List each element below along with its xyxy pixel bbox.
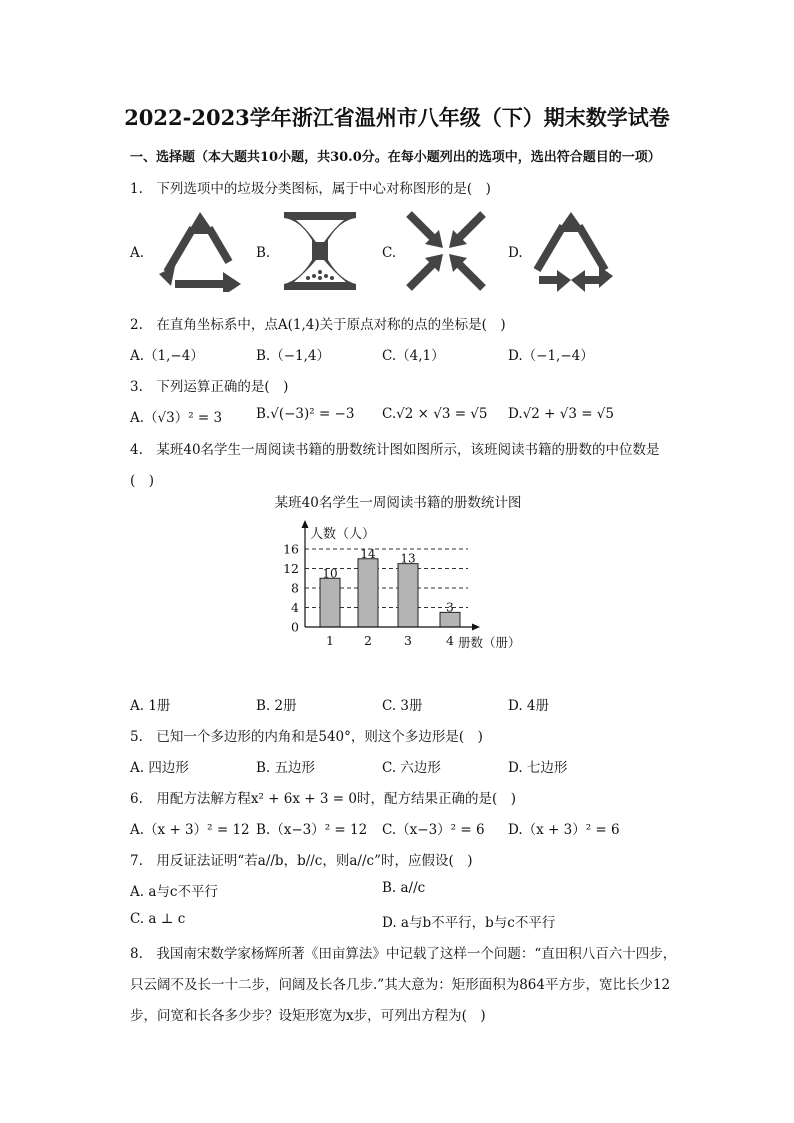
bar [440,612,460,627]
q3-option-a: A.（√3）² = 3 [130,410,223,426]
question-6-stem: 6. 用配方法解方程x² + 6x + 3 = 0时，配方结果正确的是( ) [130,791,517,807]
question-8-line-2: 只云阔不及长一十二步，问阔及长各几步.”其大意为：矩形面积为864平方步，宽比长少12 [130,977,671,993]
y-axis-arrow [302,520,309,528]
q5-option-d: D. 七边形 [508,760,568,776]
x-axis-label: 册数（册） [458,635,521,650]
question-3-stem: 3. 下列运算正确的是( ) [130,379,289,395]
q7-option-d: D. a与b不平行，b与c不平行 [382,915,556,931]
q6-option-a: A.（x + 3）² = 12 [130,822,250,838]
q7-option-a: A. a与c不平行 [130,884,218,900]
q2-option-c: C.（4,1） [382,348,445,364]
data-label: 14 [360,546,376,561]
q6-option-c: C.（x−3）² = 6 [382,822,485,838]
q6-option-d: D.（x + 3）² = 6 [508,822,620,838]
x-tick-label: 2 [364,633,372,648]
page-title: 2022-2023学年浙江省温州市八年级（下）期末数学试卷 [124,105,670,130]
q1-option-a-label: A. [130,245,145,261]
bar-chart [260,488,550,658]
x-tick-label: 4 [446,633,454,648]
q3-option-b: B.√(−3)² = −3 [256,406,355,422]
question-4-stem-paren: ( ) [130,473,155,489]
bar [320,578,340,627]
q5-option-b: B. 五边形 [256,760,316,776]
q1-option-c-label: C. [382,245,397,261]
question-7-stem: 7. 用反证法证明“若a//b，b//c，则a//c”时，应假设( ) [130,853,473,869]
question-1-stem: 1. 下列选项中的垃圾分类图标，属于中心对称图形的是( ) [130,181,491,197]
y-tick-label: 0 [291,619,299,635]
q3-option-c: C.√2 × √3 = √5 [382,406,488,422]
question-4-stem: 4. 某班40名学生一周阅读书籍的册数统计图如图所示，该班阅读书籍的册数的中位数是 [130,442,660,458]
recycle-triangle-icon [153,210,247,292]
q6-option-b: B.（x−3）² = 12 [256,822,368,838]
y-tick-label: 16 [283,541,299,557]
chart-title: 某班40名学生一周阅读书籍的册数统计图 [274,495,522,511]
y-tick-label: 4 [291,600,299,615]
question-2-stem: 2. 在直角坐标系中，点A(1,4)关于原点对称的点的坐标是( ) [130,317,506,333]
q7-option-b: B. a//c [382,880,426,896]
bar [398,564,418,627]
q1-option-b-label: B. [256,245,271,261]
data-label: 10 [322,566,338,581]
q4-option-b: B. 2册 [256,698,297,714]
question-5-stem: 5. 已知一个多边形的内角和是540°，则这个多边形是( ) [130,729,483,745]
q5-option-c: C. 六边形 [382,760,441,776]
q4-option-d: D. 4册 [508,698,550,714]
q2-option-b: B.（−1,4） [256,348,330,364]
hourglass-icon [280,210,360,292]
x-axis-arrow [472,624,480,631]
x-tick-label: 1 [326,633,334,648]
q4-option-a: A. 1册 [130,698,171,714]
q3-option-d: D.√2 + √3 = √5 [508,406,614,422]
q2-option-a: A.（1,−4） [130,348,204,364]
y-tick-label: 12 [283,561,299,576]
recycle-triangle-icon [527,210,615,292]
y-tick-label: 8 [291,580,299,596]
section-heading: 一、选择题（本大题共10小题，共30.0分。在每小题列出的选项中，选出符合题目的一项） [130,150,661,165]
data-label: 13 [400,551,416,566]
q5-option-a: A. 四边形 [130,760,189,776]
question-8-line-3: 步，问宽和长各多少步？设矩形宽为x步，可列出方程为( ) [130,1008,486,1024]
q7-option-c: C. a ⊥ c [130,911,186,927]
four-arrows-inward-icon [405,210,487,292]
question-8-line-1: 8. 我国南宋数学家杨辉所著《田亩算法》中记载了这样一个问题：“直田积八百六十四步， [130,946,677,962]
data-label: 3 [446,600,454,615]
q1-option-d-label: D. [508,245,523,261]
x-tick-label: 3 [404,633,412,648]
bar [358,559,378,627]
q2-option-d: D.（−1,−4） [508,348,594,364]
y-axis-label: 人数（人） [310,527,376,542]
q4-option-c: C. 3册 [382,698,423,714]
